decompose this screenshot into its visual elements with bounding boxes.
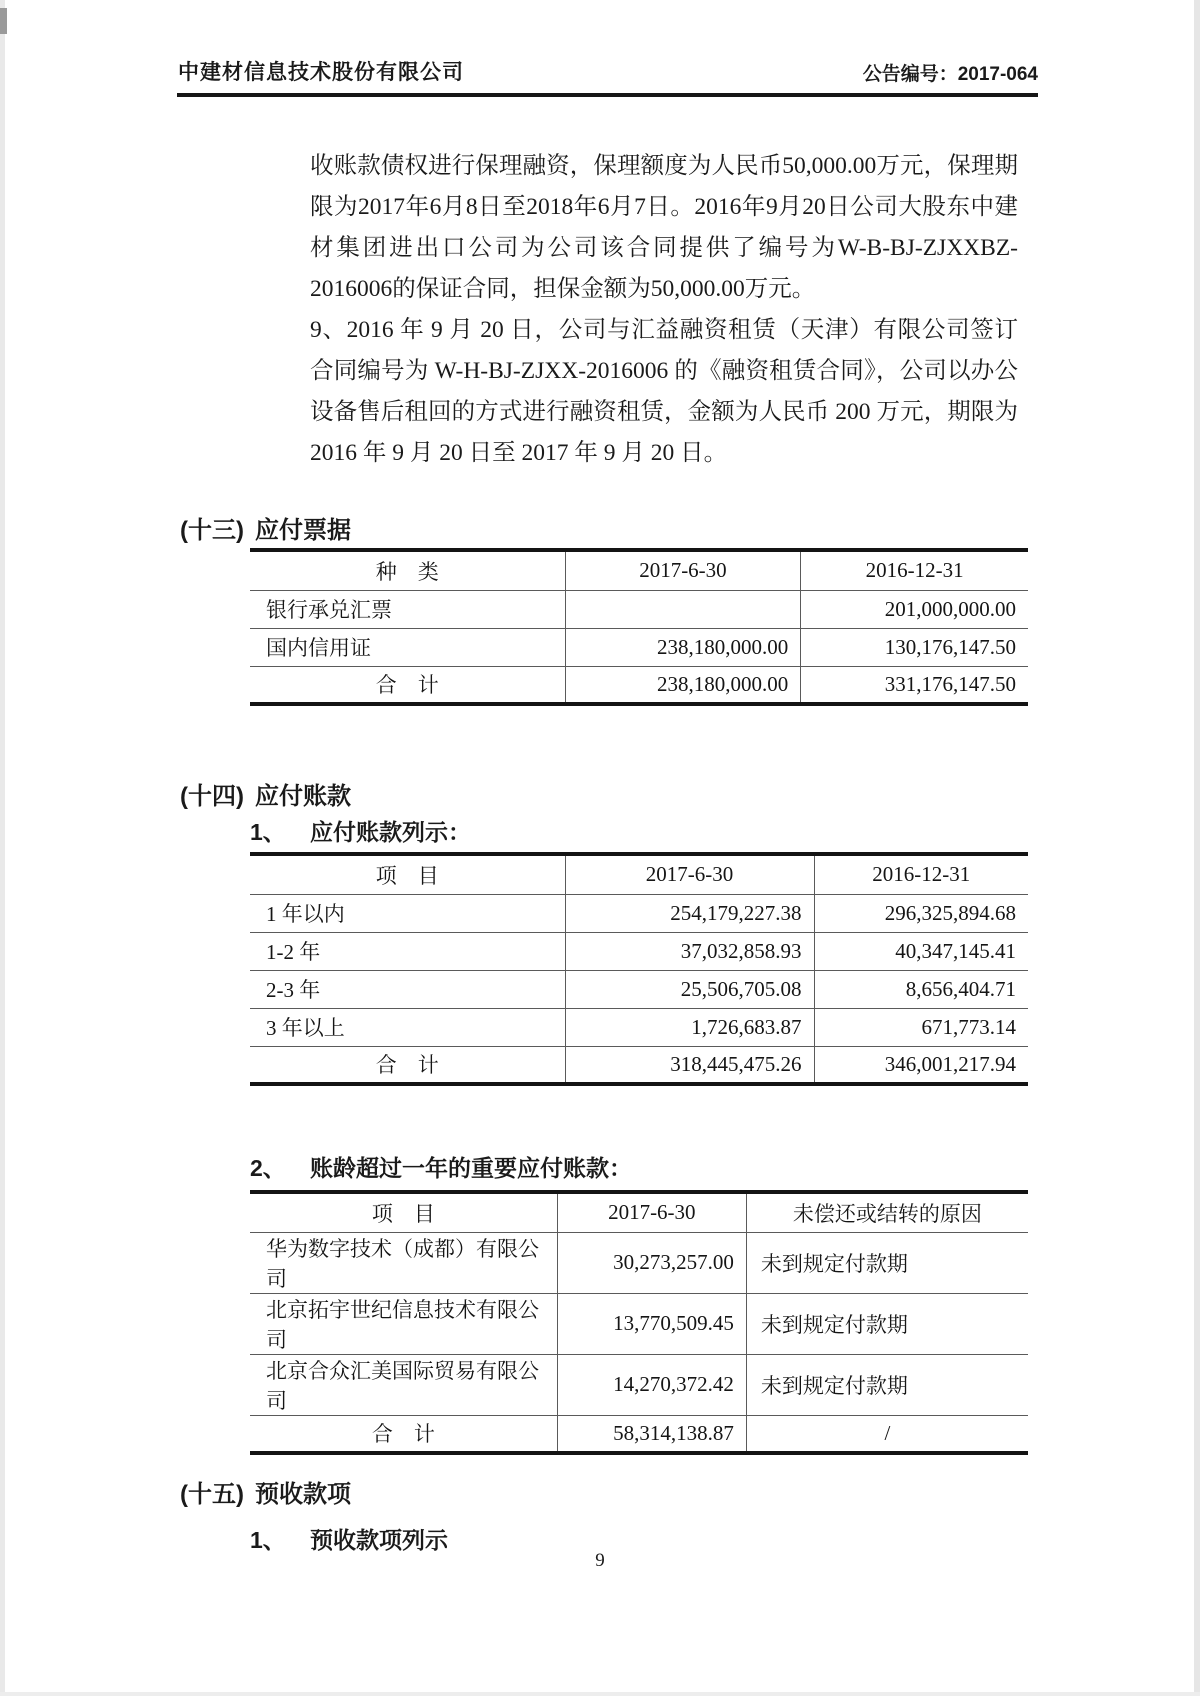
scan-edge [1194, 0, 1200, 1696]
section-heading-15 [180, 1474, 351, 1509]
important-payables-table [250, 1190, 1028, 1455]
scan-edge [0, 0, 5, 1696]
amount-2017: 30,273,257.00 [557, 1232, 746, 1293]
subheading-number: 1、 [250, 819, 286, 845]
table-row [250, 1293, 1028, 1354]
total-label: 合 计 [371, 1422, 435, 1447]
table-total-row [250, 1046, 1028, 1084]
notes-payable-table [250, 548, 1028, 706]
table-row [250, 894, 1028, 932]
table-row [250, 628, 1028, 666]
amount-2017: 13,770,509.45 [557, 1293, 746, 1354]
table-row [250, 1232, 1028, 1293]
scan-artifact [0, 8, 7, 34]
amount-2017: 14,270,372.42 [557, 1354, 746, 1415]
amount-2016: 201,000,000.00 [801, 590, 1028, 628]
column-header-type: 种 类 [250, 550, 565, 590]
row-label: 银行承兑汇票 [250, 590, 565, 628]
total-label: 合 计 [375, 1053, 439, 1078]
row-label: 1-2 年 [250, 932, 565, 970]
amount-2016: 8,656,404.71 [814, 970, 1028, 1008]
header-divider [177, 93, 1038, 97]
table-row [250, 590, 1028, 628]
column-header-item: 项 目 [250, 854, 565, 894]
subheading-label: 预收款项列示 [310, 1527, 448, 1553]
total-2017: 238,180,000.00 [565, 666, 801, 704]
section-title: 应付票据 [254, 517, 351, 544]
creditor-name: 华为数字技术（成都）有限公司 [250, 1232, 557, 1293]
amount-2017: 37,032,858.93 [565, 932, 814, 970]
page-header [178, 56, 1038, 86]
row-label: 2-3 年 [250, 970, 565, 1008]
section-heading-14 [180, 776, 351, 811]
creditor-name: 北京合众汇美国际贸易有限公司 [250, 1354, 557, 1415]
section-heading-13 [180, 510, 351, 545]
amount-2016: 130,176,147.50 [801, 628, 1028, 666]
table-row [250, 932, 1028, 970]
amount-2016: 296,325,894.68 [814, 894, 1028, 932]
subheading-label: 账龄超过一年的重要应付账款： [310, 1155, 632, 1181]
subheading-ap-list [250, 814, 471, 847]
total-reason: / [746, 1415, 1028, 1453]
section-title: 应付账款 [254, 783, 351, 810]
total-2017: 318,445,475.26 [565, 1046, 814, 1084]
column-header-2017: 2017-6-30 [565, 854, 814, 894]
subheading-ap-over-one-year [250, 1150, 632, 1183]
column-header-2017: 2017-6-30 [557, 1192, 746, 1232]
reason: 未到规定付款期 [746, 1293, 1028, 1354]
table-row [250, 1354, 1028, 1415]
column-header-reason: 未偿还或结转的原因 [746, 1192, 1028, 1232]
row-label: 1 年以内 [250, 894, 565, 932]
body-text-block [310, 146, 1018, 474]
row-label: 国内信用证 [250, 628, 565, 666]
column-header-2016: 2016-12-31 [814, 854, 1028, 894]
creditor-name: 北京拓宇世纪信息技术有限公司 [250, 1293, 557, 1354]
section-title: 预收款项 [254, 1481, 351, 1508]
total-label: 合 计 [375, 673, 439, 698]
announcement-number: 公告编号：2017-064 [862, 64, 1038, 85]
total-2016: 331,176,147.50 [801, 666, 1028, 704]
paragraph-factoring: 收账款债权进行保理融资，保理额度为人民币50,000.00万元，保理期限为2017年6月8日至2018年6月7日。2016年9月20日公司大股东中建材集团进出口公司为公司该合同提供了编号为W-B-BJ-ZJXXBZ-2016006的保证合同，担保金额为50,000.00万元。 [310, 153, 1018, 302]
column-header-2016: 2016-12-31 [801, 550, 1028, 590]
table-row [250, 1008, 1028, 1046]
amount-2016: 671,773.14 [814, 1008, 1028, 1046]
table-total-row [250, 666, 1028, 704]
scan-edge [0, 1692, 1200, 1696]
amount-2017: 254,179,227.38 [565, 894, 814, 932]
reason: 未到规定付款期 [746, 1354, 1028, 1415]
column-header-2017: 2017-6-30 [565, 550, 801, 590]
amount-2017: 238,180,000.00 [565, 628, 801, 666]
company-name: 中建材信息技术股份有限公司 [178, 61, 464, 84]
subheading-number: 1、 [250, 1527, 286, 1553]
table-row [250, 970, 1028, 1008]
amount-2016: 40,347,145.41 [814, 932, 1028, 970]
row-label: 3 年以上 [250, 1008, 565, 1046]
accounts-payable-aging-table [250, 852, 1028, 1086]
section-number: (十三) [180, 517, 244, 544]
table-header-row [250, 854, 1028, 894]
amount-2017 [565, 590, 801, 628]
section-number: (十四) [180, 783, 244, 810]
amount-2017: 25,506,705.08 [565, 970, 814, 1008]
column-header-item: 项 目 [250, 1192, 557, 1232]
table-total-row [250, 1415, 1028, 1453]
subheading-label: 应付账款列示： [310, 819, 471, 845]
total-2016: 346,001,217.94 [814, 1046, 1028, 1084]
paragraph-lease-contract: 9、2016 年 9 月 20 日，公司与汇益融资租赁（天津）有限公司签订合同编号为 W-H-BJ-ZJXX-2016006 的《融资租赁合同》，公司以办公设备售后租回的方式进行融资租赁，金额为人民币 200 万元，期限为 2016 年 9 月 20 日至 2017 年 9 月 20 日。 [310, 317, 1018, 466]
table-header-row [250, 550, 1028, 590]
page-number: 9 [595, 1550, 605, 1571]
amount-2017: 1,726,683.87 [565, 1008, 814, 1046]
table-header-row [250, 1192, 1028, 1232]
subheading-number: 2、 [250, 1155, 286, 1181]
total-2017: 58,314,138.87 [557, 1415, 746, 1453]
reason: 未到规定付款期 [746, 1232, 1028, 1293]
section-number: (十五) [180, 1481, 244, 1508]
